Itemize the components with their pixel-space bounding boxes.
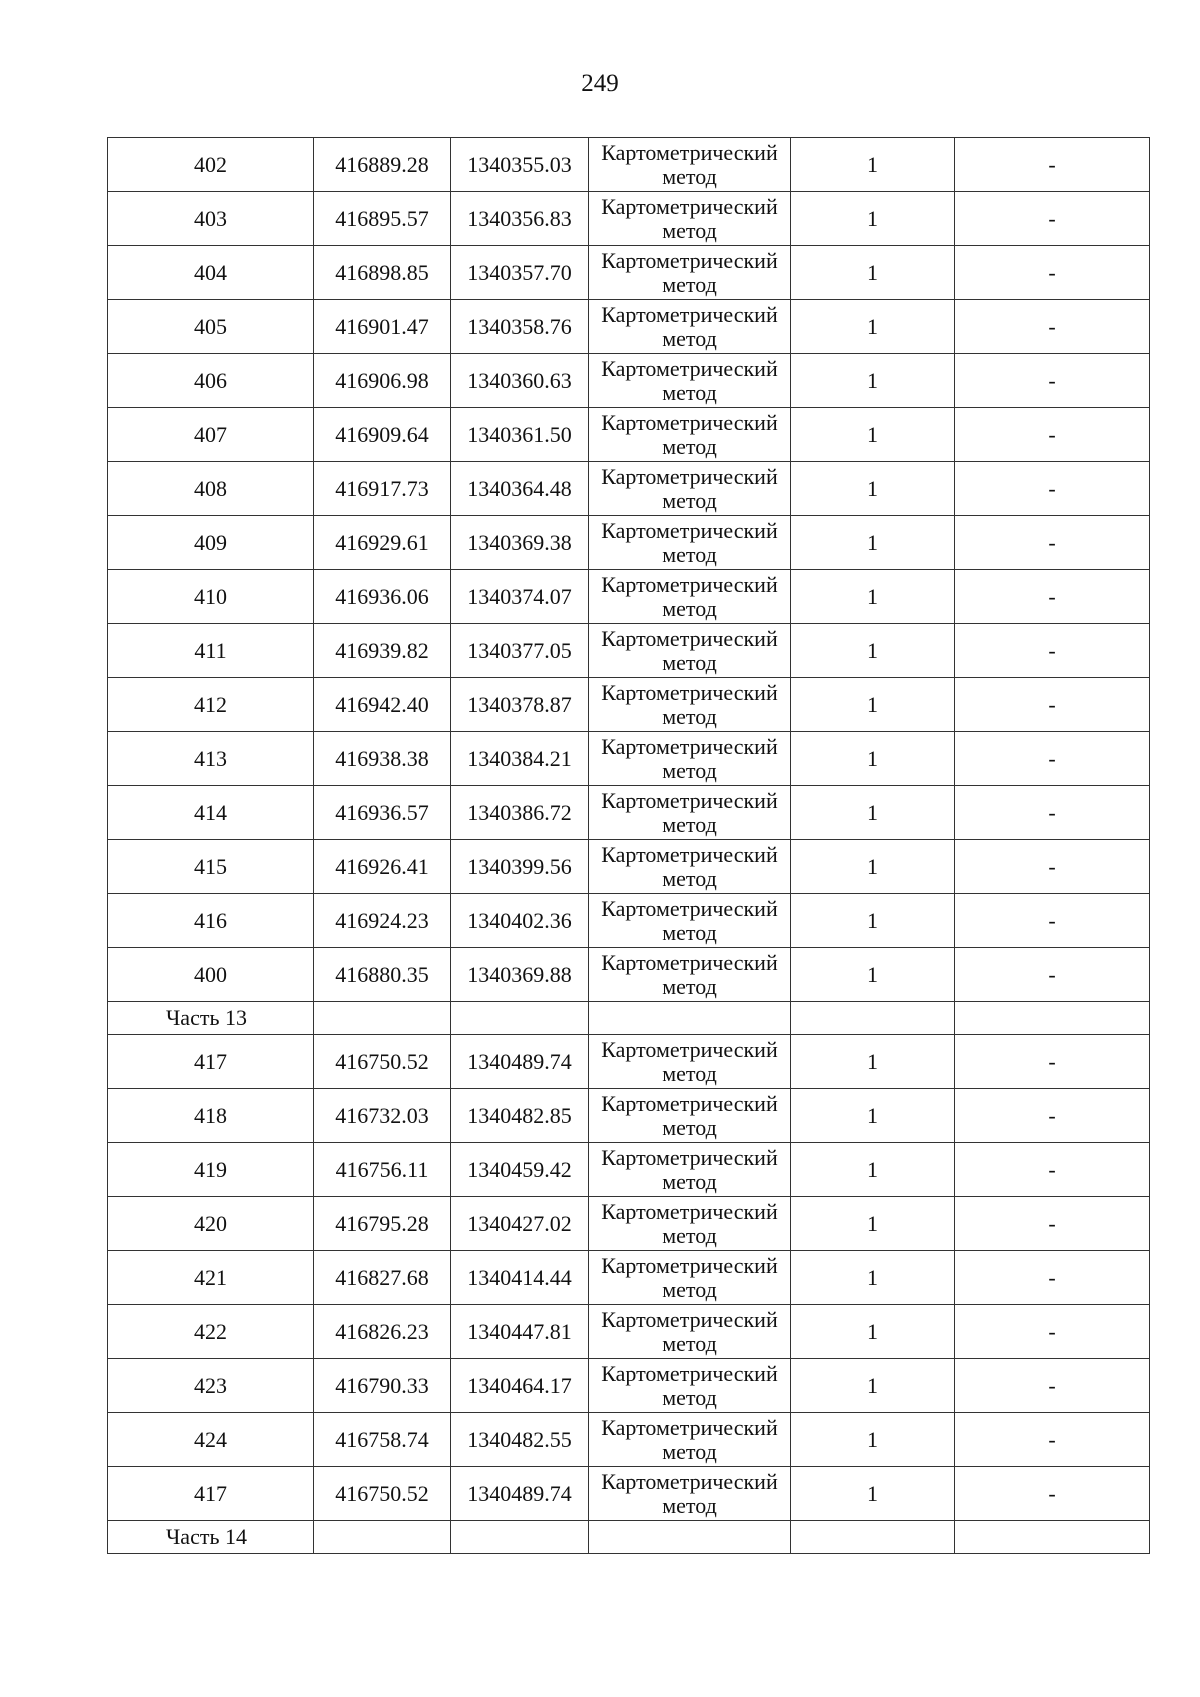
description-cell: - [955, 1035, 1150, 1089]
description-cell: - [955, 570, 1150, 624]
method-line-1: Картометрический [601, 733, 778, 759]
description-cell: - [955, 246, 1150, 300]
y-coordinate-cell: 1340386.72 [451, 786, 589, 840]
method-line-2: метод [662, 595, 717, 621]
point-number-cell: 416 [108, 894, 314, 948]
empty-cell [589, 1002, 791, 1035]
method-line-2: метод [662, 973, 717, 999]
x-coordinate-cell: 416936.57 [314, 786, 451, 840]
method-cell [589, 300, 791, 354]
empty-cell [791, 1521, 955, 1554]
method-line-1: Картометрический [601, 625, 778, 651]
point-number-cell: 414 [108, 786, 314, 840]
method-line-2: метод [662, 811, 717, 837]
page-number: 249 [581, 70, 619, 97]
description-cell: - [955, 1305, 1150, 1359]
description-cell: - [955, 1089, 1150, 1143]
method-line-2: метод [662, 379, 717, 405]
table-row [108, 624, 1150, 678]
table-row [108, 300, 1150, 354]
method-line-2: метод [662, 865, 717, 891]
point-number-cell: 402 [108, 138, 314, 192]
empty-cell [791, 1002, 955, 1035]
method-cell [589, 732, 791, 786]
y-coordinate-cell: 1340377.05 [451, 624, 589, 678]
x-coordinate-cell: 416827.68 [314, 1251, 451, 1305]
method-line-2: метод [662, 1384, 717, 1410]
empty-cell [955, 1002, 1150, 1035]
table-row [108, 948, 1150, 1002]
method-line-2: метод [662, 1222, 717, 1248]
point-number-cell: 421 [108, 1251, 314, 1305]
point-number-cell: 412 [108, 678, 314, 732]
method-line-2: метод [662, 271, 717, 297]
point-number-cell: 403 [108, 192, 314, 246]
precision-cell: 1 [791, 1035, 955, 1089]
description-cell: - [955, 354, 1150, 408]
empty-cell [589, 1521, 791, 1554]
table-row [108, 192, 1150, 246]
method-line-1: Картометрический [601, 1036, 778, 1062]
section-row [108, 1002, 1150, 1035]
y-coordinate-cell: 1340399.56 [451, 840, 589, 894]
table-row [108, 678, 1150, 732]
method-line-2: метод [662, 1114, 717, 1140]
method-cell [589, 462, 791, 516]
table-row [108, 1143, 1150, 1197]
precision-cell: 1 [791, 624, 955, 678]
description-cell: - [955, 1359, 1150, 1413]
method-line-2: метод [662, 487, 717, 513]
method-cell [589, 678, 791, 732]
precision-cell: 1 [791, 1305, 955, 1359]
method-line-1: Картометрический [601, 517, 778, 543]
method-line-2: метод [662, 919, 717, 945]
y-coordinate-cell: 1340482.55 [451, 1413, 589, 1467]
y-coordinate-cell: 1340378.87 [451, 678, 589, 732]
x-coordinate-cell: 416895.57 [314, 192, 451, 246]
description-cell: - [955, 1251, 1150, 1305]
point-number-cell: 418 [108, 1089, 314, 1143]
table-row [108, 354, 1150, 408]
section-label: Часть 13 [108, 1002, 314, 1035]
x-coordinate-cell: 416929.61 [314, 516, 451, 570]
description-cell: - [955, 462, 1150, 516]
method-line-1: Картометрический [601, 679, 778, 705]
x-coordinate-cell: 416926.41 [314, 840, 451, 894]
method-cell [589, 894, 791, 948]
table-row [108, 1413, 1150, 1467]
x-coordinate-cell: 416758.74 [314, 1413, 451, 1467]
method-cell [589, 1359, 791, 1413]
method-cell [589, 624, 791, 678]
method-line-2: метод [662, 433, 717, 459]
method-line-2: метод [662, 1492, 717, 1518]
table-row [108, 1251, 1150, 1305]
method-cell [589, 354, 791, 408]
method-cell [589, 516, 791, 570]
y-coordinate-cell: 1340364.48 [451, 462, 589, 516]
description-cell: - [955, 624, 1150, 678]
point-number-cell: 415 [108, 840, 314, 894]
method-line-1: Картометрический [601, 193, 778, 219]
y-coordinate-cell: 1340459.42 [451, 1143, 589, 1197]
y-coordinate-cell: 1340369.38 [451, 516, 589, 570]
precision-cell: 1 [791, 1413, 955, 1467]
method-line-2: метод [662, 325, 717, 351]
method-cell [589, 1467, 791, 1521]
precision-cell: 1 [791, 300, 955, 354]
method-line-1: Картометрический [601, 949, 778, 975]
table-row [108, 1197, 1150, 1251]
point-number-cell: 411 [108, 624, 314, 678]
method-line-1: Картометрический [601, 1198, 778, 1224]
y-coordinate-cell: 1340357.70 [451, 246, 589, 300]
method-cell [589, 840, 791, 894]
x-coordinate-cell: 416939.82 [314, 624, 451, 678]
point-number-cell: 407 [108, 408, 314, 462]
empty-cell [314, 1002, 451, 1035]
point-number-cell: 404 [108, 246, 314, 300]
description-cell: - [955, 516, 1150, 570]
point-number-cell: 422 [108, 1305, 314, 1359]
precision-cell: 1 [791, 732, 955, 786]
precision-cell: 1 [791, 354, 955, 408]
x-coordinate-cell: 416942.40 [314, 678, 451, 732]
method-line-1: Картометрический [601, 787, 778, 813]
method-line-1: Картометрический [601, 463, 778, 489]
description-cell: - [955, 894, 1150, 948]
point-number-cell: 420 [108, 1197, 314, 1251]
method-line-1: Картометрический [601, 139, 778, 165]
y-coordinate-cell: 1340384.21 [451, 732, 589, 786]
point-number-cell: 419 [108, 1143, 314, 1197]
x-coordinate-cell: 416938.38 [314, 732, 451, 786]
precision-cell: 1 [791, 1143, 955, 1197]
method-line-2: метод [662, 1276, 717, 1302]
method-cell [589, 246, 791, 300]
method-cell [589, 786, 791, 840]
table-row [108, 1089, 1150, 1143]
x-coordinate-cell: 416750.52 [314, 1467, 451, 1521]
precision-cell: 1 [791, 246, 955, 300]
y-coordinate-cell: 1340427.02 [451, 1197, 589, 1251]
table-row [108, 246, 1150, 300]
empty-cell [451, 1002, 589, 1035]
precision-cell: 1 [791, 678, 955, 732]
coordinates-table [107, 137, 1150, 1554]
table-row [108, 408, 1150, 462]
precision-cell: 1 [791, 516, 955, 570]
method-line-2: метод [662, 649, 717, 675]
description-cell: - [955, 192, 1150, 246]
method-line-1: Картометрический [601, 301, 778, 327]
method-cell [589, 138, 791, 192]
method-line-1: Картометрический [601, 1468, 778, 1494]
precision-cell: 1 [791, 1089, 955, 1143]
description-cell: - [955, 300, 1150, 354]
method-line-1: Картометрический [601, 247, 778, 273]
y-coordinate-cell: 1340447.81 [451, 1305, 589, 1359]
precision-cell: 1 [791, 570, 955, 624]
table-row [108, 570, 1150, 624]
description-cell: - [955, 948, 1150, 1002]
method-cell [589, 408, 791, 462]
table-row [108, 1467, 1150, 1521]
x-coordinate-cell: 416909.64 [314, 408, 451, 462]
method-cell [589, 1251, 791, 1305]
table-body [108, 138, 1150, 1554]
table-row [108, 732, 1150, 786]
x-coordinate-cell: 416756.11 [314, 1143, 451, 1197]
precision-cell: 1 [791, 948, 955, 1002]
method-cell [589, 1305, 791, 1359]
point-number-cell: 423 [108, 1359, 314, 1413]
y-coordinate-cell: 1340356.83 [451, 192, 589, 246]
point-number-cell: 408 [108, 462, 314, 516]
method-line-2: метод [662, 217, 717, 243]
point-number-cell: 424 [108, 1413, 314, 1467]
y-coordinate-cell: 1340402.36 [451, 894, 589, 948]
y-coordinate-cell: 1340489.74 [451, 1467, 589, 1521]
y-coordinate-cell: 1340361.50 [451, 408, 589, 462]
description-cell: - [955, 1197, 1150, 1251]
method-cell [589, 1089, 791, 1143]
method-line-2: метод [662, 1438, 717, 1464]
method-line-1: Картометрический [601, 841, 778, 867]
method-cell [589, 1413, 791, 1467]
y-coordinate-cell: 1340482.85 [451, 1089, 589, 1143]
x-coordinate-cell: 416732.03 [314, 1089, 451, 1143]
precision-cell: 1 [791, 462, 955, 516]
method-line-1: Картометрический [601, 355, 778, 381]
x-coordinate-cell: 416924.23 [314, 894, 451, 948]
table-row [108, 1359, 1150, 1413]
table-row [108, 516, 1150, 570]
description-cell: - [955, 138, 1150, 192]
x-coordinate-cell: 416889.28 [314, 138, 451, 192]
section-label: Часть 14 [108, 1521, 314, 1554]
method-line-2: метод [662, 541, 717, 567]
method-line-1: Картометрический [601, 409, 778, 435]
method-line-2: метод [662, 1330, 717, 1356]
table-row [108, 138, 1150, 192]
method-line-2: метод [662, 1168, 717, 1194]
method-line-1: Картометрический [601, 1090, 778, 1116]
y-coordinate-cell: 1340355.03 [451, 138, 589, 192]
table-row [108, 1035, 1150, 1089]
y-coordinate-cell: 1340360.63 [451, 354, 589, 408]
precision-cell: 1 [791, 192, 955, 246]
x-coordinate-cell: 416790.33 [314, 1359, 451, 1413]
method-cell [589, 192, 791, 246]
precision-cell: 1 [791, 1197, 955, 1251]
precision-cell: 1 [791, 408, 955, 462]
description-cell: - [955, 678, 1150, 732]
precision-cell: 1 [791, 1467, 955, 1521]
y-coordinate-cell: 1340369.88 [451, 948, 589, 1002]
precision-cell: 1 [791, 138, 955, 192]
precision-cell: 1 [791, 1359, 955, 1413]
precision-cell: 1 [791, 840, 955, 894]
table-row [108, 462, 1150, 516]
x-coordinate-cell: 416795.28 [314, 1197, 451, 1251]
point-number-cell: 417 [108, 1035, 314, 1089]
point-number-cell: 406 [108, 354, 314, 408]
y-coordinate-cell: 1340489.74 [451, 1035, 589, 1089]
description-cell: - [955, 840, 1150, 894]
method-cell [589, 948, 791, 1002]
description-cell: - [955, 1467, 1150, 1521]
description-cell: - [955, 1413, 1150, 1467]
table-row [108, 786, 1150, 840]
method-line-2: метод [662, 757, 717, 783]
description-cell: - [955, 408, 1150, 462]
x-coordinate-cell: 416826.23 [314, 1305, 451, 1359]
y-coordinate-cell: 1340414.44 [451, 1251, 589, 1305]
precision-cell: 1 [791, 894, 955, 948]
empty-cell [314, 1521, 451, 1554]
precision-cell: 1 [791, 1251, 955, 1305]
y-coordinate-cell: 1340358.76 [451, 300, 589, 354]
empty-cell [955, 1521, 1150, 1554]
table-row [108, 1305, 1150, 1359]
x-coordinate-cell: 416880.35 [314, 948, 451, 1002]
y-coordinate-cell: 1340374.07 [451, 570, 589, 624]
x-coordinate-cell: 416901.47 [314, 300, 451, 354]
method-line-1: Картометрический [601, 1144, 778, 1170]
method-line-1: Картометрический [601, 571, 778, 597]
precision-cell: 1 [791, 786, 955, 840]
point-number-cell: 417 [108, 1467, 314, 1521]
method-line-1: Картометрический [601, 895, 778, 921]
description-cell: - [955, 786, 1150, 840]
y-coordinate-cell: 1340464.17 [451, 1359, 589, 1413]
method-line-2: метод [662, 703, 717, 729]
x-coordinate-cell: 416917.73 [314, 462, 451, 516]
method-line-1: Картометрический [601, 1414, 778, 1440]
x-coordinate-cell: 416750.52 [314, 1035, 451, 1089]
table-row [108, 840, 1150, 894]
section-row [108, 1521, 1150, 1554]
method-line-2: метод [662, 1060, 717, 1086]
method-cell [589, 570, 791, 624]
method-line-1: Картометрический [601, 1252, 778, 1278]
point-number-cell: 410 [108, 570, 314, 624]
point-number-cell: 409 [108, 516, 314, 570]
point-number-cell: 400 [108, 948, 314, 1002]
point-number-cell: 405 [108, 300, 314, 354]
method-cell [589, 1197, 791, 1251]
x-coordinate-cell: 416936.06 [314, 570, 451, 624]
empty-cell [451, 1521, 589, 1554]
method-line-2: метод [662, 163, 717, 189]
method-line-1: Картометрический [601, 1306, 778, 1332]
x-coordinate-cell: 416898.85 [314, 246, 451, 300]
method-cell [589, 1035, 791, 1089]
point-number-cell: 413 [108, 732, 314, 786]
x-coordinate-cell: 416906.98 [314, 354, 451, 408]
description-cell: - [955, 1143, 1150, 1197]
method-line-1: Картометрический [601, 1360, 778, 1386]
table-row [108, 894, 1150, 948]
description-cell: - [955, 732, 1150, 786]
method-cell [589, 1143, 791, 1197]
